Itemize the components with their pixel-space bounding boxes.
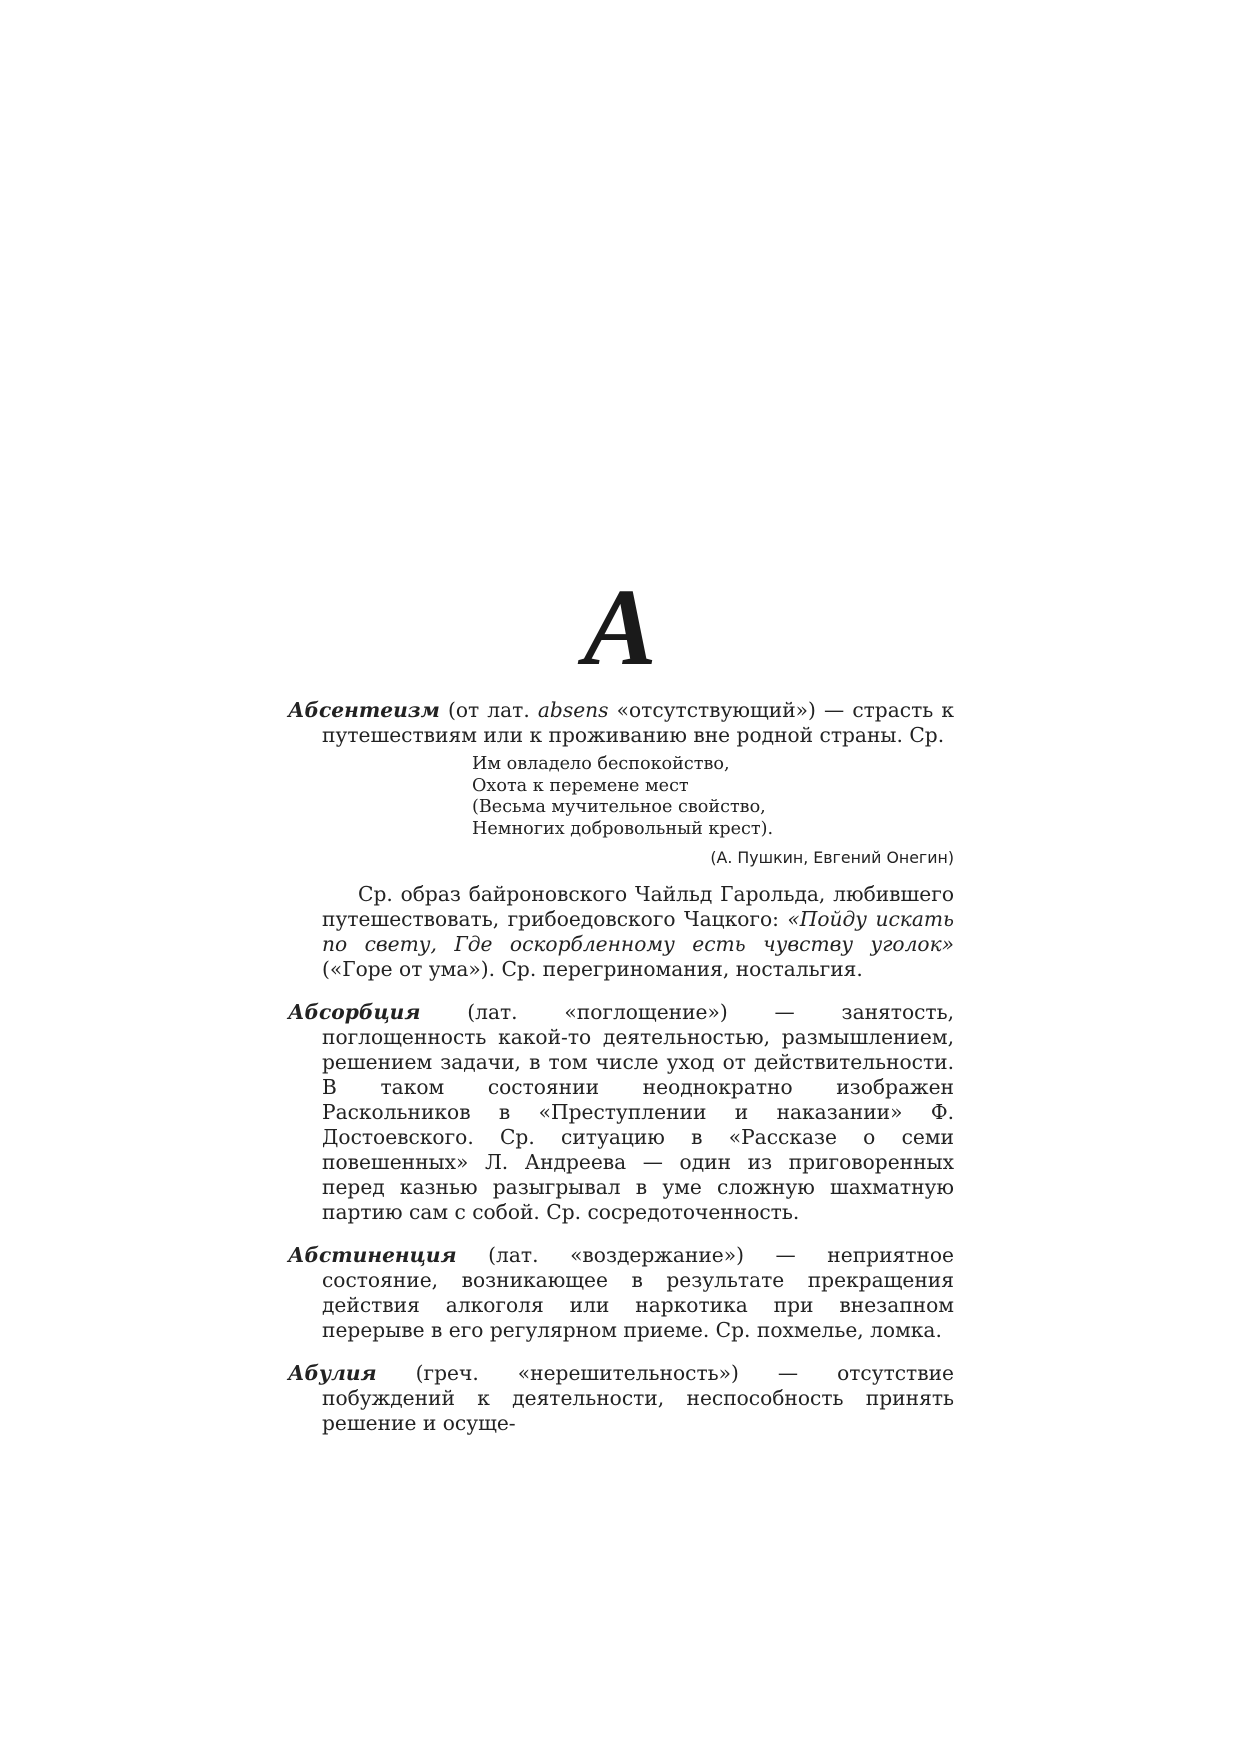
entry-definition: (греч. «нерешительность») — отсутствие побуждений к деятельности, неспособность принять решение и осуще- [322, 1361, 954, 1435]
section-letter-heading: А [583, 566, 657, 688]
quote-attribution: (А. Пушкин, Евгений Онегин) [710, 848, 954, 867]
entry-definition-part: (от лат. [439, 698, 538, 722]
verse-quote [322, 754, 954, 840]
dictionary-entry-absenteeism [288, 698, 954, 982]
verse-line: Немногих добровольный крест). [472, 818, 774, 839]
entry-term: Абсорбция [288, 1000, 421, 1024]
dictionary-entry-abulia [288, 1361, 954, 1436]
entry-term: Абстиненция [288, 1243, 457, 1267]
dictionary-text [288, 698, 954, 1454]
entry-definition: (лат. «воздержание») — неприятное состояние, возникающее в результате прекращения действия алкоголя или наркотика при внезапном перерыве в его регулярном приеме. Ср. похмелье, ломка. [322, 1243, 954, 1342]
entry-continuation [322, 882, 954, 982]
entry-term: Абсентеизм [288, 698, 440, 722]
entry-definition: (лат. «поглощение») — занятость, поглощенность какой-то деятельностью, размышлением, решением задачи, в том числе уход от действительности. В таком состоянии неоднократно изображен Раскольников в «Преступлении и наказании» Ф. Достоевского. Ср. ситуацию в «Рассказе о семи повешенных» Л. Андреева — один из приговоренных перед казнью разыгрывал в уме сложную шахматную партию сам с собой. Ср. сосредоточенность. [322, 1000, 954, 1224]
entry-italic-quote: «Пойду искать по свету, Где оскорбленному есть чувству уголок» [322, 907, 954, 956]
dictionary-entry-abstinence [288, 1243, 954, 1343]
entry-definition-part: Ср. образ байроновского Чайльд Гарольда, любившего путешествовать, грибоедовского Чацкого: [322, 882, 954, 931]
dictionary-entry-absorption [288, 1000, 954, 1225]
entry-definition-part: «отсутствующий») — страсть к путешествиям или к проживанию вне родной страны. Ср. [322, 698, 954, 747]
entry-term: Абулия [288, 1361, 377, 1385]
verse-line: (Весьма мучительное свойство, [472, 797, 766, 817]
entry-definition-part: («Горе от ума»). Ср. перегриномания, ностальгия. [322, 957, 863, 981]
entry-latin-word: absens [537, 698, 609, 722]
verse-line: Охота к перемене мест [472, 775, 689, 796]
verse-line: Им овладело беспокойство, [472, 754, 730, 774]
